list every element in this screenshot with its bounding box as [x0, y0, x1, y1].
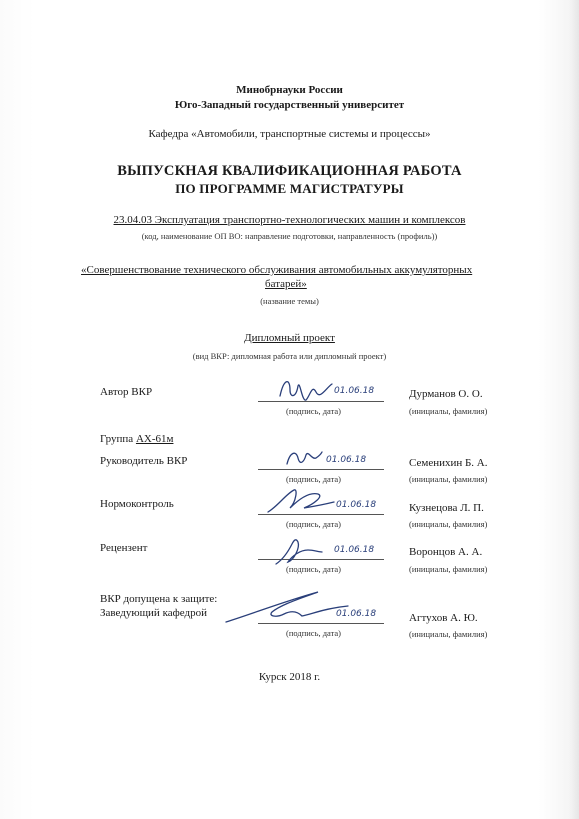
- author-name: Дурманов О. О.: [409, 388, 483, 400]
- topic-line1: «Совершенствование технического обслуживания автомобильных аккумуляторных: [81, 264, 473, 276]
- author-signature-caption: (подпись, дата): [286, 406, 342, 416]
- group-row: [100, 433, 173, 445]
- reviewer-signature-caption: (подпись, дата): [286, 564, 342, 574]
- reviewer-name-caption: (инициалы, фамилия): [409, 564, 488, 574]
- reviewer-name: Воронцов А. А.: [409, 546, 483, 558]
- head-of-department-label: Заведующий кафедрой: [100, 607, 207, 619]
- university-name: Юго-Западный государственный университет: [174, 99, 405, 111]
- program-value: 23.04.03 Эксплуатация транспортно-технологических машин и комплексов: [113, 214, 466, 226]
- normcontrol-label: Нормоконтроль: [100, 498, 174, 510]
- department-name: Кафедра «Автомобили, транспортные системы и процессы»: [148, 128, 431, 140]
- work-type-value: Дипломный проект: [244, 332, 335, 344]
- group-value: АХ-61м: [135, 433, 174, 445]
- head-name: Агтухов А. Ю.: [409, 612, 478, 624]
- topic-caption: (название темы): [260, 296, 319, 306]
- reviewer-signature-date: 01.06.18: [334, 545, 375, 555]
- city-year: Курск 2018 г.: [258, 671, 321, 683]
- normcontrol-signature: [264, 484, 338, 518]
- author-signature: [276, 374, 336, 408]
- head-signature-date: 01.06.18: [336, 609, 377, 619]
- normcontrol-signature-caption: (подпись, дата): [286, 519, 342, 529]
- normcontrol-signature-date: 01.06.18: [336, 500, 377, 510]
- ministry-name: Минобрнауки России: [236, 84, 343, 96]
- work-title-line2: ПО ПРОГРАММЕ МАГИСТРАТУРЫ: [175, 181, 404, 196]
- page-edge-shadow: [569, 0, 579, 819]
- normcontrol-name: Кузнецова Л. П.: [409, 502, 484, 514]
- normcontrol-name-caption: (инициалы, фамилия): [409, 519, 488, 529]
- group-label: Группа: [100, 433, 134, 445]
- author-label: Автор ВКР: [100, 386, 153, 398]
- author-name-caption: (инициалы, фамилия): [409, 406, 488, 416]
- reviewer-label: Рецензент: [100, 542, 148, 554]
- supervisor-signature-date: 01.06.18: [326, 455, 367, 465]
- admission-label: ВКР допущена к защите:: [100, 593, 218, 605]
- supervisor-name-caption: (инициалы, фамилия): [409, 474, 488, 484]
- head-signature-caption: (подпись, дата): [286, 628, 342, 638]
- supervisor-signature-caption: (подпись, дата): [286, 474, 342, 484]
- topic-line2: батарей»: [265, 278, 307, 290]
- head-name-caption: (инициалы, фамилия): [409, 629, 488, 639]
- author-signature-date: 01.06.18: [334, 386, 375, 396]
- program-caption: (код, наименование ОП ВО: направление подготовки, направленность (профиль)): [141, 231, 438, 241]
- supervisor-name: Семенихин Б. А.: [409, 457, 488, 469]
- work-title-line1: ВЫПУСКНАЯ КВАЛИФИКАЦИОННАЯ РАБОТА: [117, 163, 462, 179]
- supervisor-label: Руководитель ВКР: [100, 455, 188, 467]
- supervisor-signature: [284, 446, 324, 472]
- work-type-caption: (вид ВКР: дипломная работа или дипломный проект): [192, 351, 387, 361]
- head-signature: [222, 588, 352, 628]
